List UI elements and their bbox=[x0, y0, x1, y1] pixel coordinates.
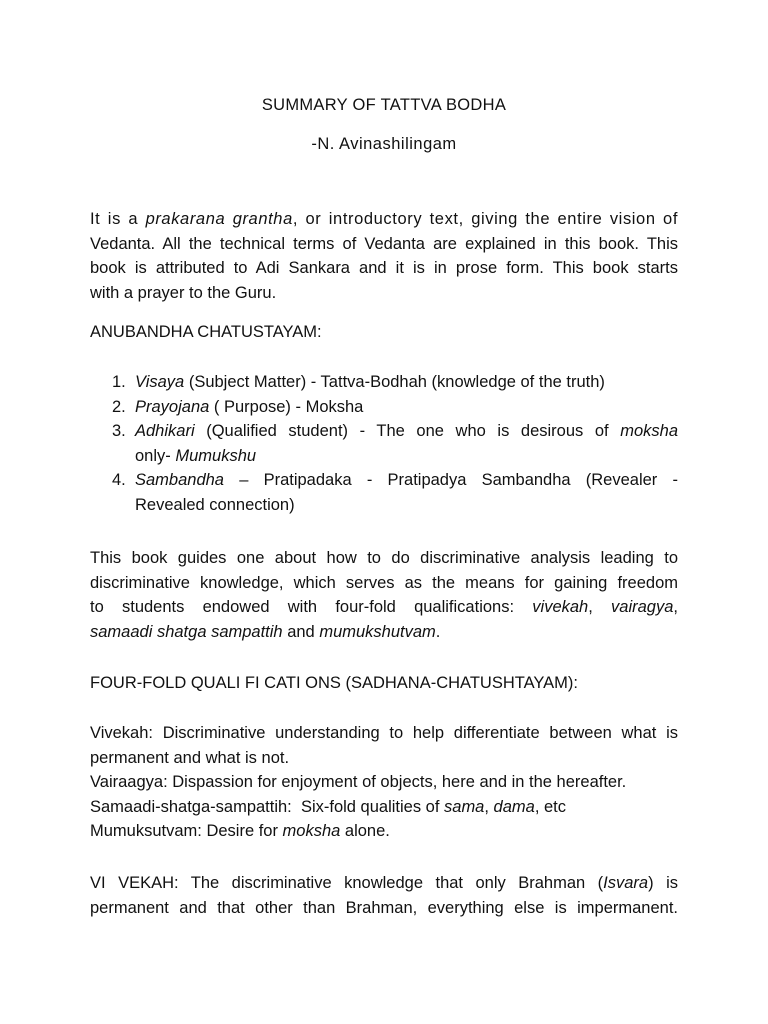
vivekah-line-2: permanent and that other than Brahman, everything else is impermanent. bbox=[90, 898, 678, 917]
guide-term: mumukshutvam bbox=[319, 622, 436, 641]
anubandha-heading: ANUBANDHA CHATUSTAYAM: bbox=[90, 323, 322, 341]
guide-line-1: This book guides one about how to do discriminative analysis leading to bbox=[90, 549, 678, 567]
document-title: SUMMARY OF TATTVA BODHA bbox=[261, 96, 507, 114]
guide-text: , bbox=[588, 598, 612, 616]
guide-line-4 bbox=[90, 620, 678, 645]
mumuk-text: Mumuksutvam: Desire for bbox=[90, 822, 283, 840]
guide-text: , bbox=[673, 598, 679, 616]
fourfold-paragraph bbox=[90, 721, 678, 844]
guide-paragraph bbox=[90, 546, 678, 644]
guide-text: . bbox=[435, 622, 441, 641]
list-term: Prayojana bbox=[135, 397, 210, 416]
samaadi-line bbox=[90, 795, 678, 820]
viveka-line-2: permanent and what is not. bbox=[90, 748, 290, 767]
list-item bbox=[90, 468, 678, 517]
mumuk-term: moksha bbox=[282, 822, 341, 840]
samaadi-text: Samaadi-shatga-sampattih: Six-fold qualities of bbox=[90, 797, 445, 816]
list-text: (Subject Matter) - Tattva-Bodhah (knowledge of the truth) bbox=[184, 373, 605, 391]
samaadi-text: , etc bbox=[534, 797, 567, 816]
list-term: Mumukshu bbox=[175, 446, 257, 465]
list-number: 1. bbox=[112, 373, 126, 391]
samaadi-text: , bbox=[484, 797, 494, 816]
guide-line-2: discriminative knowledge, which serves as the means for gaining freedom bbox=[90, 573, 678, 592]
samaadi-term: dama bbox=[493, 797, 535, 816]
guide-term: samaadi shatga sampattih bbox=[90, 622, 283, 641]
list-text: Revealed connection) bbox=[135, 495, 295, 514]
vivekah-line-1 bbox=[90, 871, 678, 896]
list-item bbox=[90, 419, 678, 468]
intro-line-3: book is attributed to Adi Sankara and it is in prose form. This book starts bbox=[90, 259, 678, 277]
intro-line-1 bbox=[90, 207, 678, 232]
mumuk-line bbox=[90, 819, 678, 844]
list-term: Sambandha bbox=[135, 471, 224, 489]
guide-line-3 bbox=[90, 595, 678, 620]
guide-term: vivekah bbox=[532, 598, 589, 616]
list-term: Adhikari bbox=[135, 422, 195, 440]
viveka-line-1: Vivekah: Discriminative understanding to help differentiate between what is bbox=[90, 724, 678, 742]
intro-paragraph bbox=[90, 207, 678, 305]
list-item bbox=[90, 395, 678, 420]
vairagya-line: Vairaagya: Dispassion for enjoyment of objects, here and in the hereafter. bbox=[90, 773, 627, 791]
list-term: Visaya bbox=[135, 373, 185, 391]
list-number: 3. bbox=[112, 422, 126, 440]
intro-text: , or introductory text, giving the entire vision of bbox=[292, 210, 678, 228]
vivekah-text: ) is bbox=[648, 874, 678, 892]
vivekah-term: Isvara bbox=[603, 874, 649, 892]
list-term: moksha bbox=[620, 422, 678, 440]
samaadi-term: sama bbox=[444, 797, 485, 816]
list-number: 2. bbox=[112, 397, 126, 416]
intro-text: It is a bbox=[90, 210, 146, 228]
fourfold-heading: FOUR-FOLD QUALI FI CATI ONS (SADHANA-CHATUSHTAYAM): bbox=[90, 674, 578, 692]
intro-line-4: with a prayer to the Guru. bbox=[90, 283, 277, 302]
vivekah-paragraph bbox=[90, 871, 678, 920]
list-text: only- bbox=[135, 446, 176, 465]
list-number: 4. bbox=[112, 471, 126, 489]
list-item bbox=[90, 370, 678, 395]
mumuk-text: alone. bbox=[340, 822, 390, 840]
anubandha-list bbox=[90, 370, 678, 517]
list-text: (Qualified student) - The one who is desirous of bbox=[194, 422, 621, 440]
document-author: -N. Avinashilingam bbox=[311, 135, 457, 153]
list-text: ( Purpose) - Moksha bbox=[209, 397, 364, 416]
guide-text: and bbox=[282, 622, 320, 641]
guide-term: vairagya bbox=[611, 598, 674, 616]
list-text: – Pratipadaka - Pratipadya Sambandha (Revealer - bbox=[224, 471, 678, 489]
intro-term-prakarana: prakarana grantha bbox=[145, 210, 293, 228]
guide-text: to students endowed with four-fold qualifications: bbox=[90, 598, 533, 616]
vivekah-text: VI VEKAH: The discriminative knowledge that only Brahman ( bbox=[90, 874, 604, 892]
intro-line-2: Vedanta. All the technical terms of Vedanta are explained in this book. This bbox=[90, 234, 678, 253]
